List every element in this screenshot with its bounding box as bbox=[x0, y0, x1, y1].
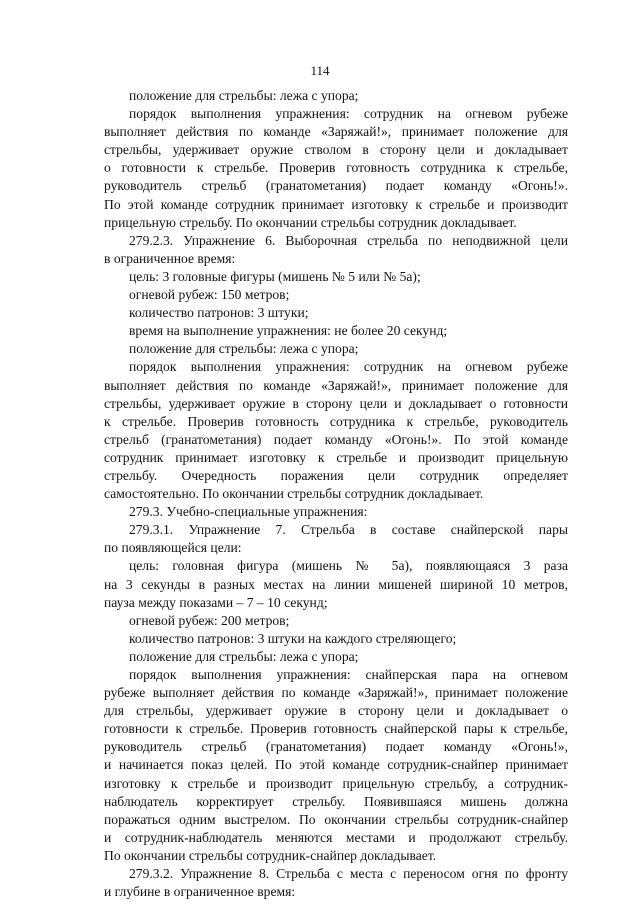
text-line: порядок выполнения упражнения: снайперская пара на огневом bbox=[129, 667, 568, 682]
text-line: порядок выполнения упражнения: сотрудник на огневом рубеже bbox=[129, 359, 568, 375]
text-line: 279.3.2. Упражнение 8. Стрельба с места с переносом огня по фронту bbox=[129, 866, 568, 882]
text-line: стрельбу. Очередность поражения цели сотрудник определяет bbox=[104, 467, 568, 483]
text-line: готовности к стрельбе. Проверив готовность снайперской пары к стрельбе, bbox=[104, 721, 568, 737]
text-line: изготовку к стрельбе и производит прицельную стрельбу, а сотрудник- bbox=[104, 775, 568, 791]
text-line: 279.2.3. Упражнение 6. Выборочная стрельба по неподвижной цели bbox=[129, 232, 568, 248]
text-line: поражаться одним выстрелом. По окончании стрельбы сотрудник-снайпер bbox=[104, 811, 568, 827]
text-line: и сотрудник-наблюдатель меняются местами и продолжают стрельбу. bbox=[104, 829, 568, 845]
text-line: порядок выполнения упражнения: сотрудник на огневом рубеже bbox=[129, 106, 568, 122]
text-line: для стрельбы, удерживает оружие в сторону цели и докладывает о bbox=[104, 703, 568, 719]
text-line: выполняет действия по команде «Заряжай!», принимает положение для bbox=[104, 377, 568, 393]
text-line: стрельб (гранатометания) подает команду «Огонь!». По этой команде bbox=[104, 431, 568, 447]
text-line: время на выполнение упражнения: не более 20 секунд; bbox=[129, 323, 448, 339]
text-line: сотрудник принимает изготовку к стрельбе и производит прицельную bbox=[104, 449, 568, 465]
text-line: и начинается показ целей. По этой команде сотрудник-снайпер принимает bbox=[104, 757, 568, 773]
text-line: руководитель стрельб (гранатометания) подает команду «Огонь!», bbox=[104, 739, 568, 755]
text-line: рубеже выполняет действия по команде «Заряжай!», принимает положение bbox=[104, 685, 568, 701]
text-line: количество патронов: 3 штуки на каждого стреляющего; bbox=[129, 630, 457, 646]
document-body bbox=[104, 87, 568, 901]
text-line: цель: головная фигура (мишень № 5а), появляющаяся 3 раза bbox=[129, 558, 568, 574]
text-line: положение для стрельбы: лежа с упора; bbox=[129, 88, 359, 103]
text-line: наблюдатель корректирует стрельбу. Появившаяся мишень должна bbox=[104, 793, 568, 809]
text-line: в ограниченное время: bbox=[104, 250, 236, 266]
text-line: количество патронов: 3 штуки; bbox=[129, 305, 309, 321]
text-line: огневой рубеж: 200 метров; bbox=[129, 612, 290, 628]
text-line: прицельную стрельбу. По окончании стрельбы сотрудник докладывает. bbox=[104, 214, 517, 230]
text-line: выполняет действия по команде «Заряжай!», принимает положение для bbox=[104, 124, 568, 140]
text-line: о готовности к стрельбе. Проверив готовность сотрудника к стрельбе, bbox=[104, 160, 568, 176]
text-line: к стрельбе. Проверив готовность сотрудника к стрельбе, руководитель bbox=[104, 413, 568, 429]
text-line: По окончании стрельбы сотрудник-снайпер докладывает. bbox=[104, 847, 437, 863]
text-line: самостоятельно. По окончании стрельбы сотрудник докладывает. bbox=[104, 486, 484, 502]
text-line: на 3 секунды в разных местах на линии мишеней шириной 10 метров, bbox=[104, 576, 568, 592]
text-line: пауза между показами – 7 – 10 секунд; bbox=[104, 594, 328, 610]
text-line: цель: 3 головные фигуры (мишень № 5 или № 5а); bbox=[129, 268, 421, 284]
text-line: 279.3. Учебно-специальные упражнения: bbox=[129, 504, 368, 520]
text-line: 279.3.1. Упражнение 7. Стрельба в составе снайперской пары bbox=[129, 522, 568, 538]
text-line: стрельбы, удерживает оружие стволом в сторону цели и докладывает bbox=[104, 142, 568, 158]
text-line: по появляющейся цели: bbox=[104, 540, 242, 556]
text-line: руководитель стрельб (гранатометания) подает команду «Огонь!». bbox=[104, 178, 568, 194]
page-number: 114 bbox=[310, 63, 330, 78]
text-line: стрельбы, удерживает оружие в сторону цели и докладывает о готовности bbox=[104, 395, 568, 411]
text-line: По этой команде сотрудник принимает изготовку к стрельбе и производит bbox=[104, 196, 568, 212]
text-line: положение для стрельбы: лежа с упора; bbox=[129, 341, 359, 357]
text-line: и глубине в ограниченное время: bbox=[104, 884, 296, 900]
text-line: огневой рубеж: 150 метров; bbox=[129, 287, 290, 303]
text-line: положение для стрельбы: лежа с упора; bbox=[129, 648, 359, 664]
